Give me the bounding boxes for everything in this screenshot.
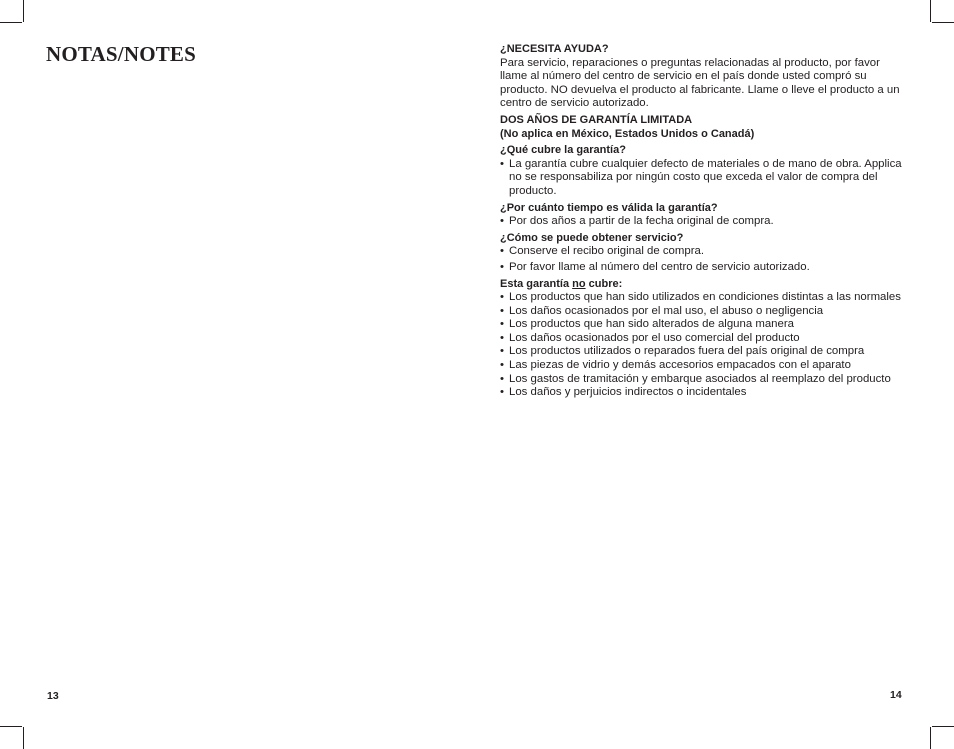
crop-mark-bottom-left-h (0, 726, 22, 727)
coverage-list (500, 158, 910, 199)
list-item: • Los gastos de tramitación y embarque asociados al reemplazo del producto (500, 373, 910, 387)
list-item: • Los daños ocasionados por el uso comercial del producto (500, 332, 910, 346)
list-item: • Los productos que han sido alterados de alguna manera (500, 318, 910, 332)
list-item: • Los productos que han sido utilizados en condiciones distintas a las normales (500, 291, 910, 305)
list-item: • Por dos años a partir de la fecha original de compra. (500, 215, 910, 229)
crop-mark-top-right (930, 0, 931, 22)
crop-mark-bottom-left (23, 727, 24, 749)
list-item: • Los daños ocasionados por el mal uso, el abuso o negligencia (500, 305, 910, 319)
exclusions-heading (500, 278, 910, 292)
help-block (500, 43, 910, 111)
crop-mark-bottom-right (930, 727, 931, 749)
service-block (500, 232, 910, 275)
crop-mark-top-left (23, 0, 24, 22)
page-number-right: 14 (890, 689, 902, 701)
crop-mark-top-right-h (932, 22, 954, 23)
list-item: • Los productos utilizados o reparados fuera del país original de compra (500, 345, 910, 359)
notes-title: NOTAS/NOTES (46, 42, 197, 66)
duration-list (500, 215, 910, 229)
exclusions-heading-pre: Esta garantía (500, 277, 573, 290)
list-item: • Conserve el recibo original de compra. (500, 245, 910, 259)
exclusions-list (500, 291, 910, 400)
service-list (500, 245, 910, 274)
warranty-section (500, 43, 910, 403)
help-heading: ¿NECESITA AYUDA? (500, 43, 609, 55)
warranty-subheading: (No aplica en México, Estados Unidos o Canadá) (500, 127, 755, 140)
list-item: • La garantía cubre cualquier defecto de materiales o de mano de obra. Applica no se responsabiliza por ningún costo que exceda el valor de compra del producto. (500, 158, 910, 199)
warranty-heading: DOS AÑOS DE GARANTÍA LIMITADA (500, 113, 693, 126)
duration-heading: ¿Por cuánto tiempo es válida la garantía? (500, 201, 718, 214)
coverage-block (500, 144, 910, 198)
help-body: Para servicio, reparaciones o preguntas relacionadas al producto, por favor llame al número del centro de servicio en el país donde usted compró su producto. NO devuelva el producto al fabricante. Llame o lleve el producto a un centro de servicio autorizado. (500, 56, 900, 110)
duration-block (500, 202, 910, 229)
service-heading: ¿Cómo se puede obtener servicio? (500, 231, 684, 244)
list-item: • Las piezas de vidrio y demás accesorios empacados con el aparato (500, 359, 910, 373)
crop-mark-top-left-h (0, 22, 22, 23)
exclusions-heading-underlined: no (572, 277, 586, 290)
coverage-heading: ¿Qué cubre la garantía? (500, 144, 626, 157)
exclusions-block (500, 278, 910, 400)
crop-mark-bottom-right-h (932, 726, 954, 727)
list-item: • Los daños y perjuicios indirectos o incidentales (500, 386, 910, 400)
list-item: • Por favor llame al número del centro de servicio autorizado. (500, 261, 910, 275)
warranty-heading-block (500, 114, 910, 141)
exclusions-heading-post: cubre: (585, 277, 623, 290)
page-number-left: 13 (47, 690, 59, 702)
